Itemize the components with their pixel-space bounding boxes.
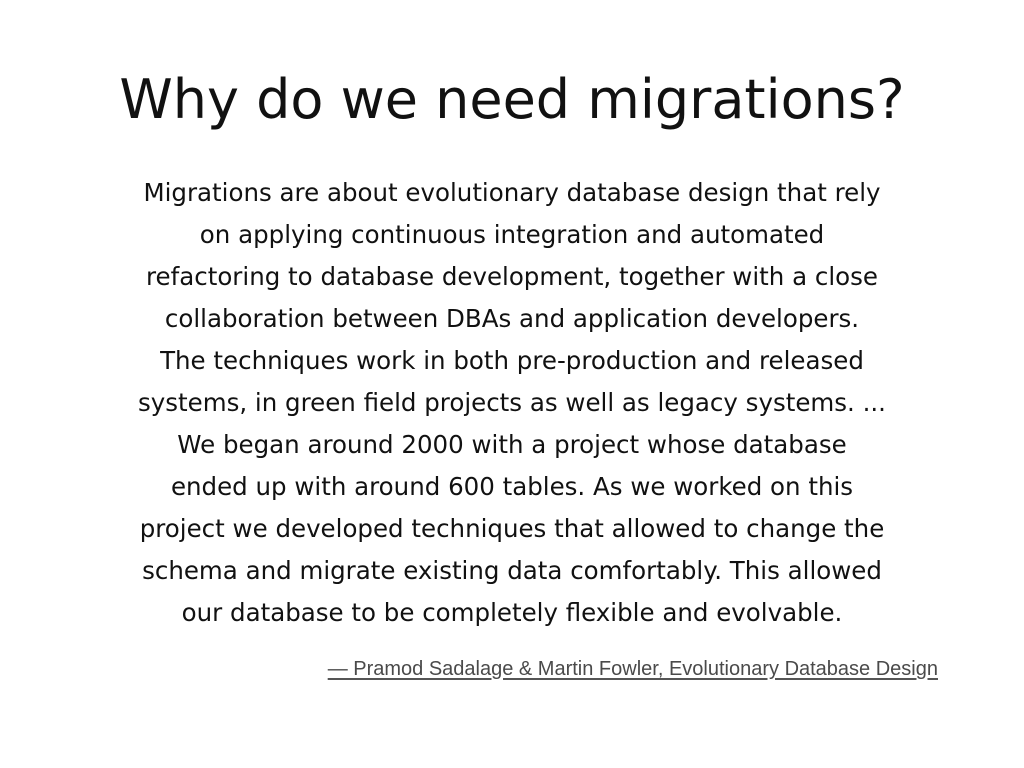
quote-line: We began around 2000 with a project whose database (177, 430, 847, 459)
quote-line: our database to be completely flexible and evolvable. (181, 598, 843, 627)
quote-text (60, 172, 964, 634)
slide-title: Why do we need migrations? (119, 68, 905, 131)
quote-line: ended up with around 600 tables. As we worked on this (170, 472, 854, 501)
quote-line: collaboration between DBAs and application developers. (164, 304, 860, 333)
quote-line: Migrations are about evolutionary database design that rely (143, 178, 881, 207)
quote-line: schema and migrate existing data comfortably. This allowed (142, 556, 882, 585)
quote-line: on applying continuous integration and automated (199, 220, 825, 249)
quote-line: The techniques work in both pre-production and released (160, 346, 864, 375)
quote-line: systems, in green field projects as well as legacy systems. ... (138, 388, 886, 417)
attribution-link[interactable]: — Pramod Sadalage & Martin Fowler, Evolutionary Database Design (327, 658, 938, 680)
quote-line: refactoring to database development, together with a close (146, 262, 878, 291)
quote-line: project we developed techniques that allowed to change the (139, 514, 885, 543)
